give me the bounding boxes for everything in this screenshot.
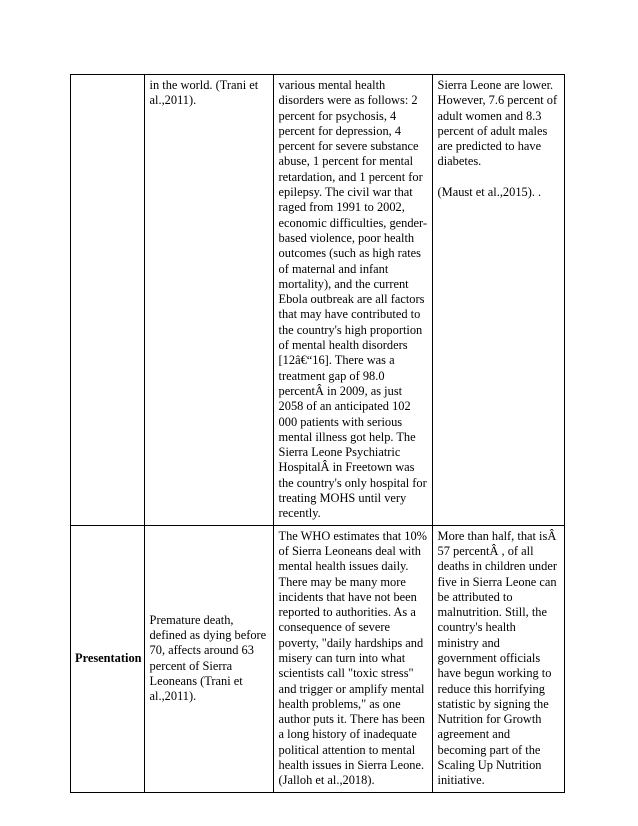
table-cell xyxy=(273,525,432,792)
table-row xyxy=(71,525,565,792)
table-cell xyxy=(144,75,273,526)
table-cell xyxy=(432,525,564,792)
cell-text: More than half, that isÂ 57 percentÂ , of all deaths in children under five in Sierra Leone can be attributed to malnutrition. Still, the country's health ministry and government officials have begun working to reduce this horrifying statistic by signing the Nutrition for Growth agreement and becoming part of the Scaling Up Nutrition initiative. xyxy=(437,528,557,788)
table-cell xyxy=(273,75,432,526)
row-label-cell xyxy=(71,525,145,792)
citation-text: (Maust et al.,2015). . xyxy=(437,184,542,199)
table-row xyxy=(71,75,565,526)
document-table xyxy=(70,74,565,793)
table-cell xyxy=(144,525,273,792)
table-cell xyxy=(432,75,564,526)
cell-text: Premature death, defined as dying before 70, affects around 63 percent of Sierra Leoneans (Trani et al.,2011). xyxy=(149,612,267,704)
cell-text: Sierra Leone are lower. However, 7.6 percent of adult women and 8.3 percent of adult males are predicted to have diabetes. xyxy=(437,78,558,169)
row-label: Presentation xyxy=(75,650,142,665)
row-label-cell xyxy=(71,75,145,526)
cell-text: various mental health disorders were as follows: 2 percent for psychosis, 4 percent for depression, 4 percent for severe substance abuse, 1 percent for mental retardation, and 1 percent for epilepsy. The civil war that raged from 1991 to 2002, economic difficulties, gender-based violence, poor health outcomes (such as high rates of maternal and infant mortality), and the current Ebola outbreak are all factors that may have contributed to the country's high proportion of mental health disorders [12â€“16]. There was a treatment gap of 98.0 percentÂ in 2009, as just 2058 of an anticipated 102 000 patients with serious mental illness got help. The Sierra Leone Psychiatric HospitalÂ in Freetown was the country's only hospital for treating MOHS until very recently. xyxy=(278,78,428,521)
cell-text: The WHO estimates that 10% of Sierra Leoneans deal with mental health issues daily. There may be many more incidents that have not been reported to authorities. As a consequence of severe poverty, "daily hardships and misery can turn into what scientists call "toxic stress" and trigger or amplify mental health problems," as one author puts it. There has been a long history of inadequate political attention to mental health issues in Sierra Leone. (Jalloh et al.,2018). xyxy=(278,528,427,788)
cell-text: in the world. (Trani et al.,2011). xyxy=(149,78,259,108)
